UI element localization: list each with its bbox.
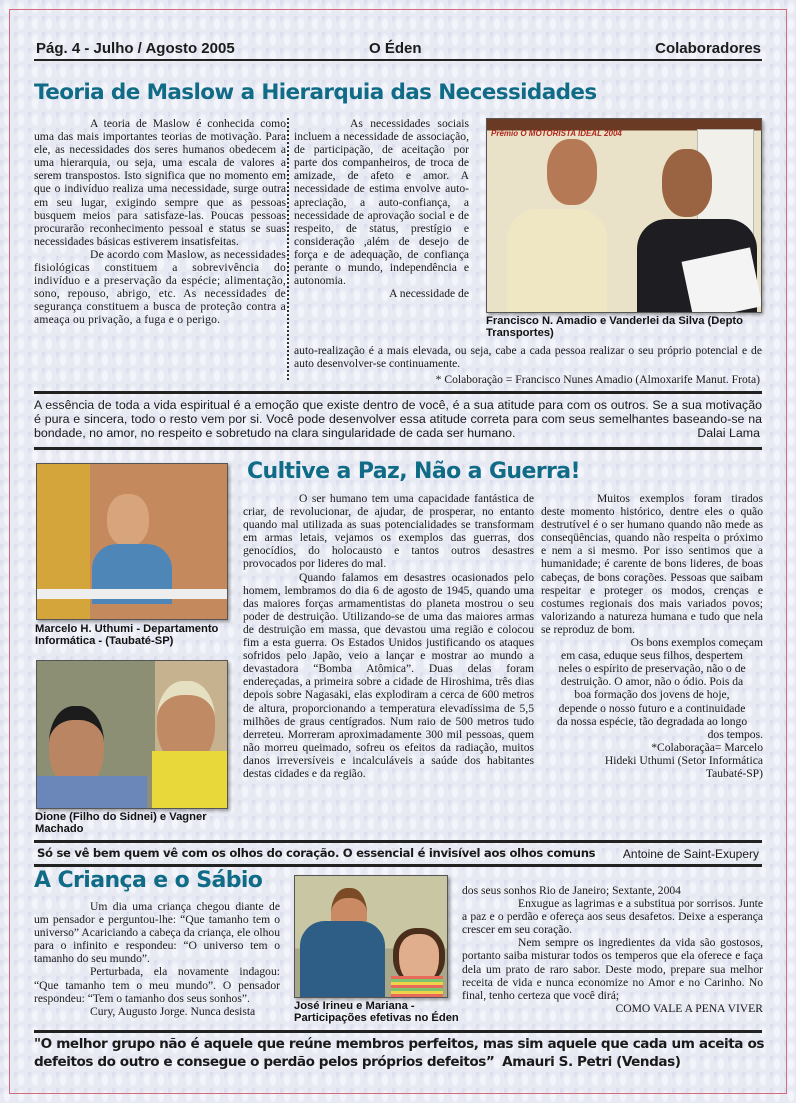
paragraph: A necessidade de (389, 287, 469, 301)
photo-caption-dione: Dione (Filho do Sidnei) e Vagner Machado (35, 811, 207, 835)
person-left-shirt (507, 209, 607, 313)
paragraph: Cury, Augusto Jorge. Nunca desista (90, 1004, 256, 1018)
photo-marcelo (36, 463, 228, 620)
man-shirt (152, 751, 228, 809)
quote-author: Amauri S. Petri (Vendas) (502, 1054, 681, 1070)
photo-sign-text: Prêmio O MOTORISTA IDEAL 2004 (491, 129, 622, 138)
centered-paragraph (541, 636, 763, 741)
paragraph: De acordo com Maslow, as necessidades fisiológicas constituem a sobrevivência do indivíduo e a preservação da espécie; alimentação, sono, repouso, abrigo, etc. As necessidades de segurança constituem a busca de proteção contra a ameaça ou privação, a fuga e o perigo. (34, 247, 286, 327)
photo-jose-mariana (294, 875, 448, 998)
section-divider (34, 391, 762, 394)
section-divider (34, 447, 762, 450)
person-right-face (662, 149, 712, 217)
article-maslow-continuation: auto-realização é a mais elevada, ou seja, cabe a cada pessoa realizar o seu próprio potencial e de auto desenvolver-se continuamente. (294, 344, 762, 371)
line: boa formação dos jovens de hoje, (574, 688, 730, 702)
header-divider (34, 59, 762, 61)
publication-name: O Éden (369, 40, 422, 57)
person-left-face (547, 139, 597, 205)
photo-francisco-vanderlei (486, 118, 762, 313)
paragraph: O ser humano tem uma capacidade fantástica de criar, de revolucionar, de ajudar, de prosperar, no entanto quando mal utilizada as suas potencialidades se transformam em armas letais, vejamos os exemplos das guerras, dos genocídios, do holocausto e tantos outros desastres provocados por lideres do mal. (243, 492, 534, 571)
article-paz-credit (541, 741, 763, 780)
line: neles o espírito de preservação, não o de (558, 662, 746, 676)
quote-amauri (34, 1035, 764, 1071)
person-face (107, 494, 149, 546)
quote-author: Antoine de Saint-Exupery (622, 847, 759, 861)
paragraph: Enxugue as lagrimas e a substitua por sorrisos. Junte a paz e o perdão e ofereça aos seus desafetos. Deixe a esperança crescer em seu coração. (462, 897, 763, 937)
page-number-date: Pág. 4 - Julho / Agosto 2005 (36, 40, 235, 57)
quote-text: "O melhor grupo não é aquele que reúne membros perfeitos, mas sim aquele que cada um aceita os defeitos do outro e consegue o perdão pelos próprios defeitos” (34, 1036, 764, 1070)
section-divider (34, 840, 762, 843)
article-maslow-col2 (294, 117, 469, 300)
section-divider (34, 864, 762, 867)
girl-shirt (391, 976, 443, 998)
line: Hideki Uthumi (Setor Informática (604, 753, 763, 767)
photo-dione-vagner (36, 660, 228, 809)
article-paz-col1 (243, 492, 534, 780)
quote-saint-exupery: Só se vê bem quem vê com os olhos do coração. O essencial é invisível aos olhos comuns (37, 846, 596, 860)
quote-dalai-lama (34, 398, 762, 440)
column-separator (287, 118, 289, 380)
article-maslow-credit: * Colaboração = Francisco Nunes Amadio (Almoxarife Manut. Frota) (435, 373, 760, 386)
quote-text: A essência de toda a vida espiritual é a emoção que existe dentro de você, é a sua atitude para com os outros. Se a sua motivação é pura e sincera, todo o resto vem por si. Você pode desenvolver essa atitude correta para com seus semelhantes baseando-se na bondade, no amor, no respeito e sobretudo na clara singularidade de cada ser humano. (34, 398, 762, 440)
section-name: Colaboradores (655, 40, 761, 57)
paragraph: Quando falamos em desastres ocasionados pelo homem, lembramos do dia 6 de agosto de 1945, quando uma das maiores forças armamentistas do planeta mostrou o seu poder de destruição. Utilizando-se de uma das maiores armas de destruição em massa, que devastou uma região e colocou fim a esta guerra. Os Estados Unidos justificando os ataques sofridos pelo Japão, veio a lançar e mostrar ao mundo a devastadora “Bomba Atômica”. Duas delas foram endereçadas, a primeira sobre a cidade de Hiroshima, três dias depois sobre Nagasaki, elas explodiram a cerca de 600 metros de altura, proporcionando a temperatura elevadíssima de 5,5 milhões de graus centígrados. Num raio de 500 metros tudo derreteu. Morreram aproximadamente 300 mil pessoas, quem não morreu queimado, sofreu os efeitos da radiação, muitos danos irreversíveis e incalculáveis a saúde dos habitantes destas cidades e da região. (243, 570, 534, 780)
article-crianca-col1 (34, 900, 280, 1018)
photo-caption-marcelo: Marcelo H. Uthumi - Departamento Informática - (Taubaté-SP) (35, 623, 219, 647)
closing-line: COMO VALE A PENA VIVER (615, 1001, 763, 1015)
article-title-paz: Cultive a Paz, Não a Guerra! (247, 459, 580, 484)
line: dos tempos. (707, 727, 763, 741)
paragraph: A teoria de Maslow é conhecida como uma das mais importantes teorias de motivação. Para ele, as necessidades dos seres humanos obedecem a uma hierarquia, ou seja, uma escala de valores a serem transpostos. Isto significa que no momento em que o indivíduo realiza uma necessidade, surge outra em seu lugar, exigindo sempre que as pessoas busquem meios para satisfaze-las. Poucas pessoas procurarão reconhecimento pessoal e status se suas necessidades básicas estiverem insatisfeitas. (34, 117, 286, 248)
line: destruição. O amor, não o ódio. Pois da (560, 675, 744, 689)
article-crianca-col2 (462, 884, 763, 1015)
line: em casa, eduque seus filhos, despertem (561, 649, 743, 663)
paragraph: Perturbada, ela novamente indagou: “Que tamanho tem o meu mundo”. O pensador respondeu: “Tem o tamanho dos seus sonhos”. (34, 965, 280, 1005)
paragraph: Um dia uma criança chegou diante de um pensador e perguntou-lhe: “Que tamanho tem o universo” Acariciando a cabeça da criança, ele olhou para o infinito e respondeu: “O universo tem o tamanho do seu mundo”. (34, 900, 280, 966)
article-title-maslow: Teoria de Maslow a Hierarquia das Necessidades (34, 80, 597, 105)
paragraph: As necessidades sociais incluem a necessidade de associação, de participação, de aceitação por parte dos companheiros, de troca de amizade, de afeto e amor. A necessidade de estima envolve auto-apreciação, a auto-confiança, a necessidade de aprovação social e de respeito, de status, prestígio e consideração ,além de desejo de força e de adequação, de confiança perante o mundo, independência e autonomia. (294, 117, 469, 288)
table-rail (37, 589, 227, 599)
line: depende o nosso futuro e a continuidade (558, 701, 746, 715)
photo-caption-francisco: Francisco N. Amadio e Vanderlei da Silva (Depto Transportes) (486, 315, 743, 339)
line: da nossa espécie, tão degradada ao longo (556, 714, 748, 728)
paragraph: Muitos exemplos foram tirados deste momento histórico, dentre eles o quão destrutível é o ser humano quando não mede as conseqüências, quando não respeita o próximo e nem a si mesmo. Por isso sentimos que a humanidade; é carente de bons lideres, de boas cabeças, de bons corações. Pessoas que saibam respeitar e proteger os modos, crenças e costumes regionais dos mais variados povos; valorizando a natureza humana e tudo que nela se reproduz de bom. (541, 492, 763, 636)
photo-caption-jose: José Irineu e Mariana - Participações efetivas no Éden (294, 1000, 459, 1024)
paragraph: Nem sempre os ingredientes da vida são gostosos, portanto saiba misturar todos os temperos que ela oferece e faça dela um prato de raro sabor. Deste modo, prepare sua melhor receita de vida e nunca economize no Amor e no Carinho. No final, tenho certeza que você dirá; (462, 936, 763, 1002)
article-paz-col2 (541, 492, 763, 780)
line: Os bons exemplos começam (630, 636, 763, 650)
quote-author: Dalai Lama (697, 426, 760, 440)
article-maslow-col1 (34, 117, 286, 327)
section-divider (34, 1030, 762, 1033)
line: dos seus sonhos Rio de Janeiro; Sextante, 2004 (462, 884, 681, 897)
line: *Colaboraçãa= Marcelo (651, 740, 763, 754)
article-title-crianca: A Criança e o Sábio (34, 868, 263, 893)
boy-jacket (37, 776, 147, 809)
line: Taubaté-SP) (705, 766, 763, 780)
man-jacket (300, 921, 385, 998)
